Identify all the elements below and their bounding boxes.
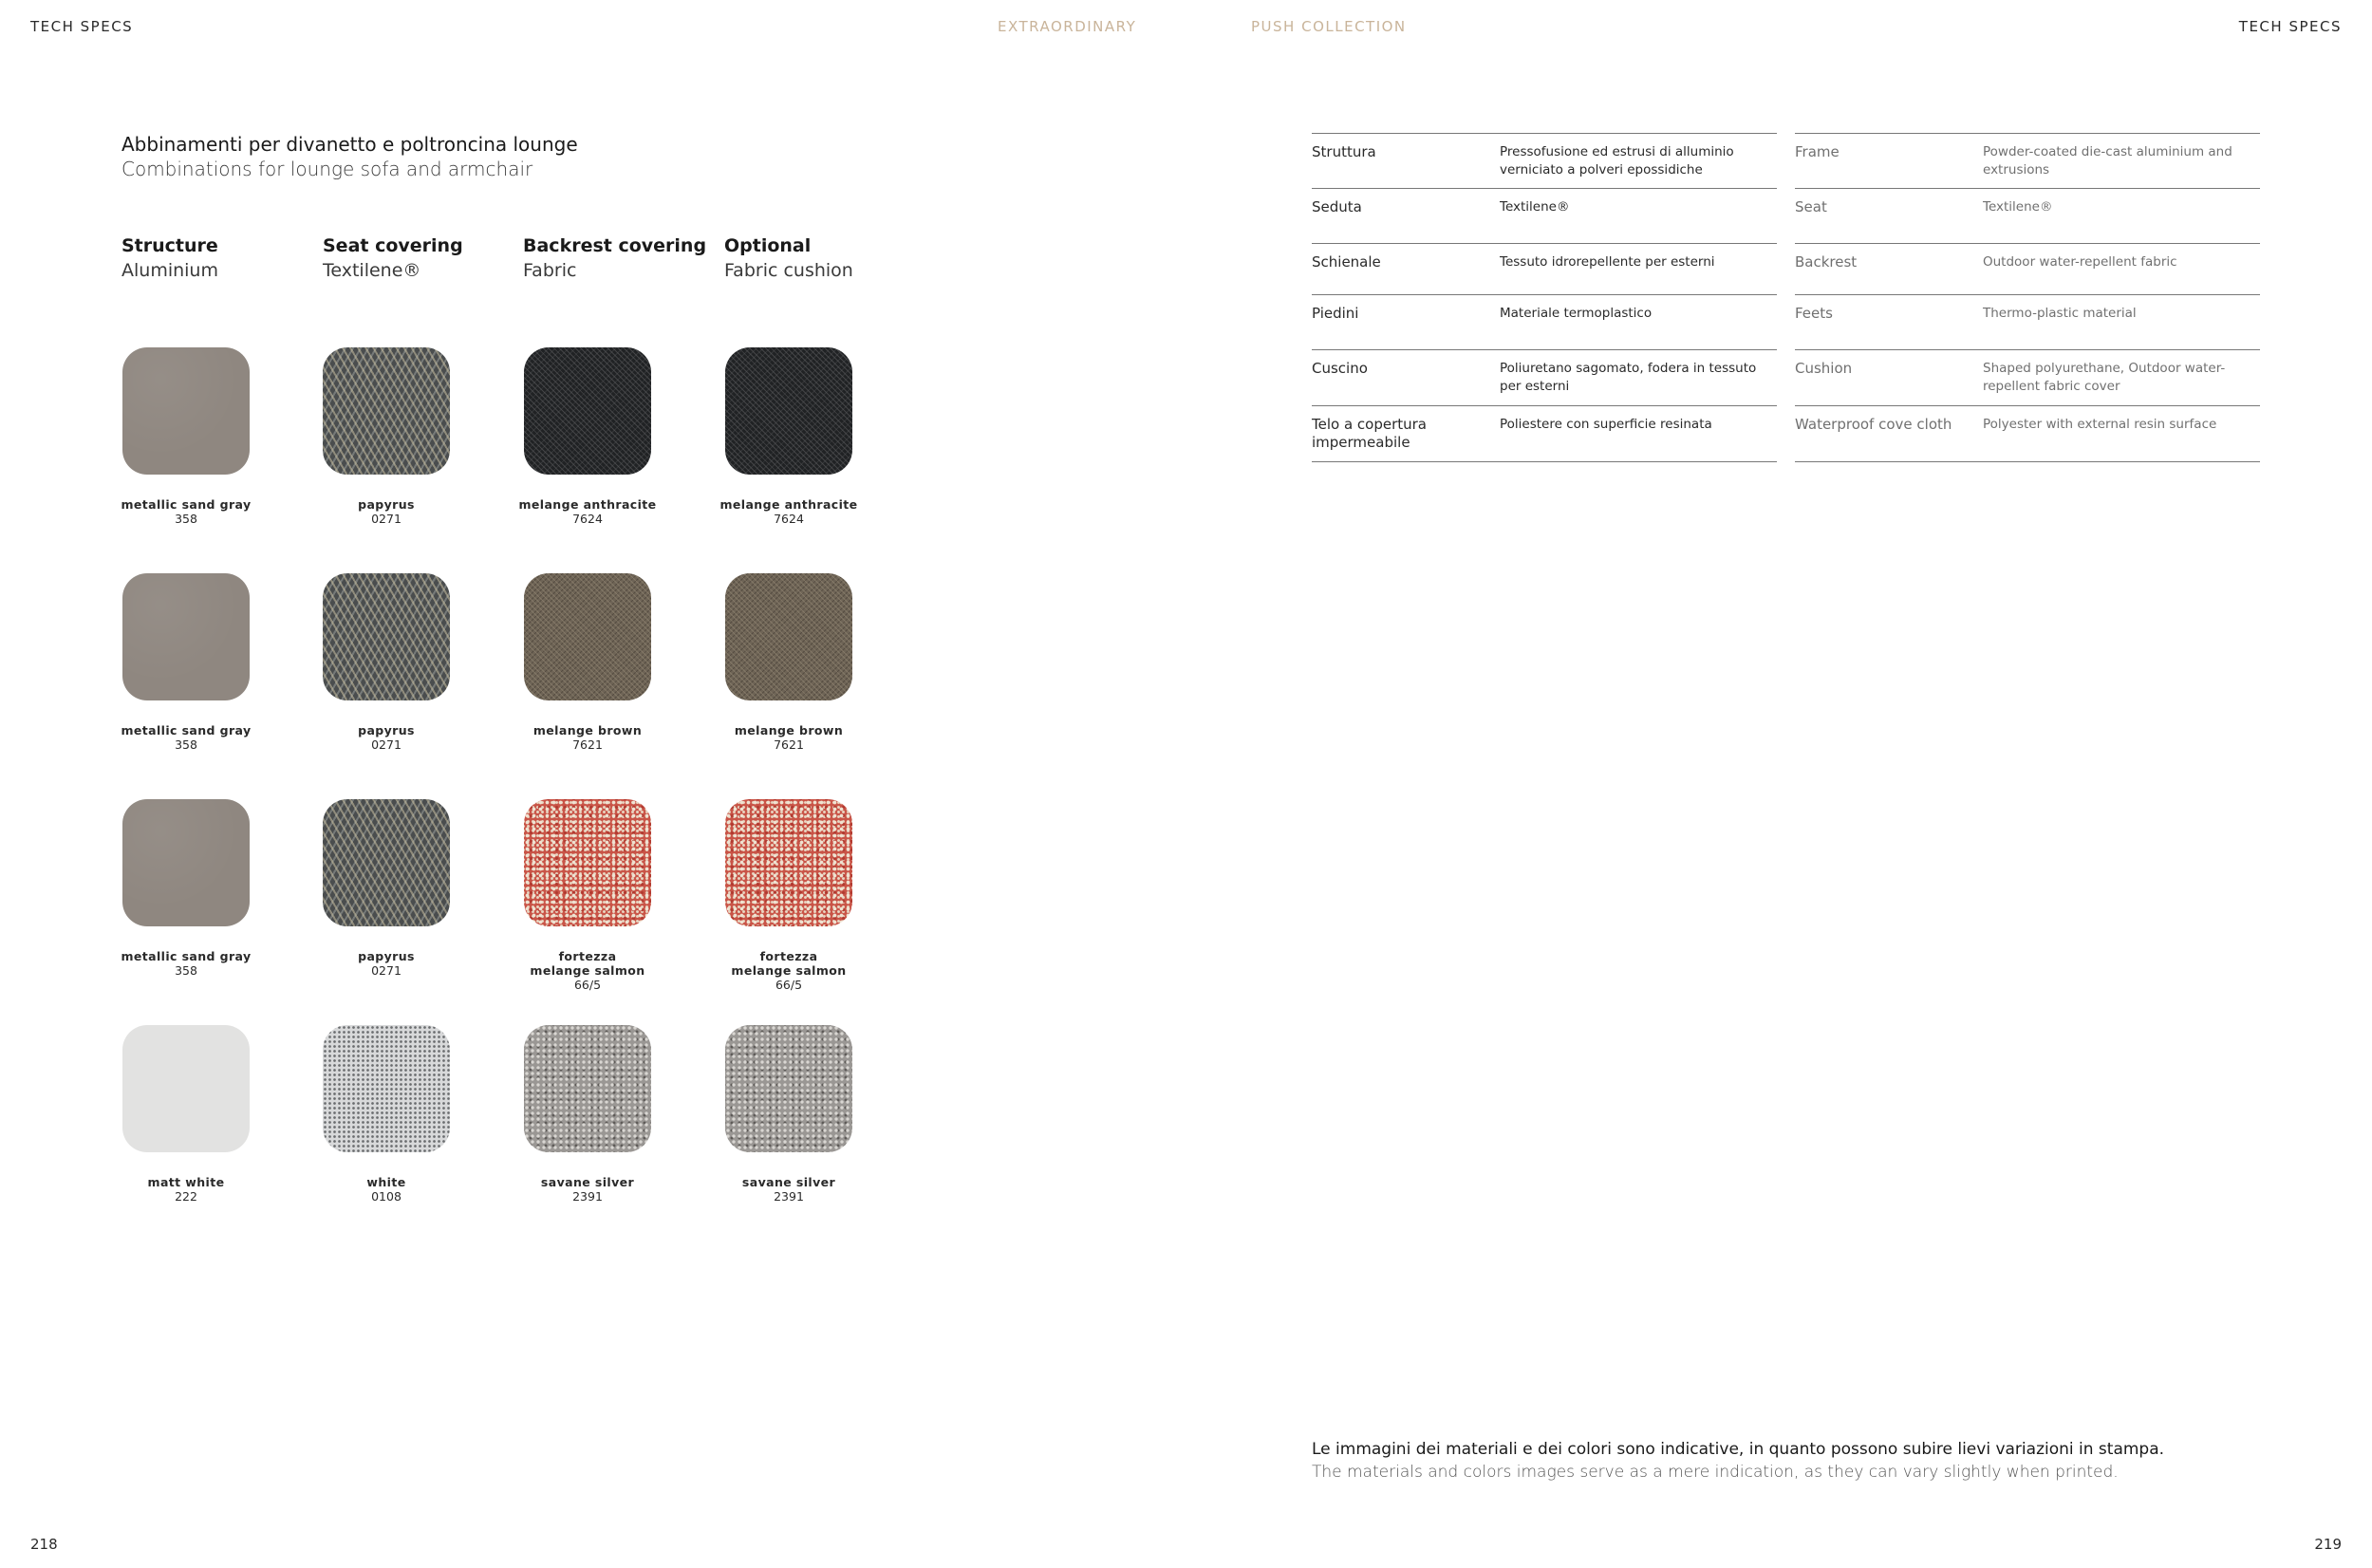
spec-value: Polyester with external resin surface	[1983, 417, 2217, 432]
swatch-code: 0271	[371, 963, 402, 978]
swatch-caption	[291, 497, 481, 526]
swatch-code: 222	[175, 1189, 197, 1204]
swatch-caption	[91, 1175, 281, 1204]
column-title: Structure	[121, 235, 218, 256]
spec-label: Backrest	[1795, 253, 1858, 271]
spec-row	[1795, 133, 2260, 188]
spec-label: Piedini	[1312, 305, 1359, 322]
swatch-caption	[493, 1175, 682, 1204]
spec-row	[1795, 294, 2260, 349]
nav-link-extraordinary[interactable]: EXTRAORDINARY	[998, 18, 1137, 35]
column-header-seat	[323, 235, 517, 281]
swatch-caption	[91, 497, 281, 526]
swatch-caption	[493, 949, 682, 992]
color-swatch	[725, 573, 852, 700]
swatch-caption	[291, 949, 481, 978]
color-swatch	[122, 1025, 250, 1152]
column-header-structure	[121, 235, 316, 281]
color-swatch	[122, 573, 250, 700]
column-title: Optional	[724, 235, 812, 256]
spec-row	[1312, 243, 1777, 294]
swatch-code: 66/5	[573, 978, 602, 992]
swatch-code: 66/5	[775, 978, 803, 992]
spec-row	[1795, 349, 2260, 405]
spec-label: Waterproof cove cloth	[1795, 416, 1952, 433]
color-swatch	[524, 1025, 651, 1152]
spec-label: Struttura	[1312, 143, 1376, 160]
swatch-caption	[694, 723, 884, 752]
column-subtitle: Textilene®	[323, 260, 421, 281]
swatch-code: 2391	[572, 1189, 603, 1204]
spec-row	[1795, 243, 2260, 294]
color-swatch	[323, 799, 450, 926]
swatch-name: fortezza	[558, 949, 617, 963]
color-swatch	[524, 347, 651, 475]
page-number-right: 219	[2314, 1536, 2342, 1553]
page-number-left: 218	[30, 1536, 58, 1553]
section-subtitle: Combinations for lounge sofa and armchair	[121, 158, 533, 180]
disclaimer-english: The materials and colors images serve as a mere indication, as they can vary slightly when printed.	[1312, 1463, 2119, 1482]
spec-row	[1312, 188, 1777, 243]
spec-row	[1312, 405, 1777, 462]
swatch-name: white	[366, 1175, 406, 1189]
column-title: Backrest covering	[523, 235, 707, 256]
spec-value: Outdoor water-repellent fabric	[1983, 254, 2177, 270]
spec-row	[1312, 133, 1777, 188]
spec-row	[1795, 405, 2260, 462]
spec-value: Thermo-plastic material	[1983, 306, 2137, 321]
swatch-caption	[694, 949, 884, 992]
swatch-name: melange anthracite	[719, 497, 858, 512]
swatch-name: papyrus	[358, 723, 415, 737]
swatch-name-line2: melange salmon	[530, 963, 645, 978]
color-swatch	[725, 799, 852, 926]
swatch-code: 2391	[774, 1189, 804, 1204]
spec-row	[1312, 349, 1777, 405]
spec-row	[1795, 188, 2260, 243]
header-left-label: TECH SPECS	[30, 18, 134, 35]
spec-label: Cuscino	[1312, 360, 1368, 377]
swatch-code: 7621	[774, 737, 804, 752]
swatch-code: 358	[175, 963, 197, 978]
spec-label: Frame	[1795, 143, 1840, 160]
color-swatch	[524, 573, 651, 700]
spec-label: Schienale	[1312, 253, 1381, 271]
specs-table-english	[1795, 133, 2260, 462]
spec-value: Textilene®	[1500, 199, 1570, 215]
swatch-code: 0271	[371, 512, 402, 526]
spec-row	[1312, 294, 1777, 349]
column-subtitle: Fabric cushion	[724, 260, 853, 281]
color-swatch	[725, 347, 852, 475]
swatch-caption	[91, 949, 281, 978]
swatch-caption	[694, 497, 884, 526]
color-swatch	[122, 347, 250, 475]
swatch-name: papyrus	[358, 949, 415, 963]
swatch-caption	[91, 723, 281, 752]
swatch-code: 358	[175, 737, 197, 752]
swatch-name: metallic sand gray	[121, 497, 252, 512]
spec-value: Poliuretano sagomato, fodera in tessuto per esterni	[1500, 361, 1757, 394]
swatch-code: 0271	[371, 737, 402, 752]
spec-label: Telo a copertura impermeabile	[1312, 416, 1428, 451]
color-swatch	[122, 799, 250, 926]
swatch-name-line2: melange salmon	[731, 963, 847, 978]
swatch-name: metallic sand gray	[121, 949, 252, 963]
swatch-name: metallic sand gray	[121, 723, 252, 737]
swatch-code: 7624	[572, 512, 603, 526]
color-swatch	[323, 573, 450, 700]
swatch-caption	[291, 1175, 481, 1204]
swatch-caption	[493, 497, 682, 526]
column-title: Seat covering	[323, 235, 463, 256]
swatch-code: 7624	[774, 512, 804, 526]
spec-label: Cushion	[1795, 360, 1853, 377]
swatch-code: 7621	[572, 737, 603, 752]
header-right-label: TECH SPECS	[2238, 18, 2342, 35]
swatch-name: melange brown	[734, 723, 844, 737]
column-subtitle: Aluminium	[121, 260, 218, 281]
swatch-code: 0108	[371, 1189, 402, 1204]
spec-value: Materiale termoplastico	[1500, 306, 1653, 321]
swatch-caption	[291, 723, 481, 752]
color-swatch	[323, 347, 450, 475]
spec-label: Seduta	[1312, 198, 1362, 215]
swatch-code: 358	[175, 512, 197, 526]
column-header-backrest	[523, 235, 718, 281]
spec-label: Seat	[1795, 198, 1827, 215]
swatch-name: melange brown	[532, 723, 643, 737]
disclaimer-italian: Le immagini dei materiali e dei colori sono indicative, in quanto possono subire lievi variazioni in stampa.	[1312, 1440, 2165, 1459]
nav-link-push-collection[interactable]: PUSH COLLECTION	[1251, 18, 1407, 35]
section-title: Abbinamenti per divanetto e poltroncina lounge	[121, 133, 578, 156]
spec-value: Tessuto idrorepellente per esterni	[1500, 254, 1715, 270]
swatch-name: melange anthracite	[518, 497, 657, 512]
swatch-caption	[493, 723, 682, 752]
color-swatch	[524, 799, 651, 926]
specs-table-italian	[1312, 133, 1777, 462]
swatch-name: matt white	[147, 1175, 225, 1189]
swatch-caption	[694, 1175, 884, 1204]
column-subtitle: Fabric	[523, 260, 577, 281]
color-swatch	[323, 1025, 450, 1152]
spec-value: Pressofusione ed estrusi di alluminio verniciato a polveri epossidiche	[1500, 144, 1734, 177]
spec-value: Textilene®	[1983, 199, 2053, 215]
spec-value: Powder-coated die-cast aluminium and extrusions	[1983, 144, 2232, 177]
column-header-optional	[724, 235, 919, 281]
swatch-name: savane silver	[741, 1175, 836, 1189]
swatch-name: savane silver	[540, 1175, 635, 1189]
spec-label: Feets	[1795, 305, 1833, 322]
spec-value: Shaped polyurethane, Outdoor water-repellent fabric cover	[1983, 361, 2226, 394]
spec-value: Poliestere con superficie resinata	[1500, 417, 1712, 432]
swatch-name: fortezza	[759, 949, 818, 963]
color-swatch	[725, 1025, 852, 1152]
swatch-name: papyrus	[358, 497, 415, 512]
